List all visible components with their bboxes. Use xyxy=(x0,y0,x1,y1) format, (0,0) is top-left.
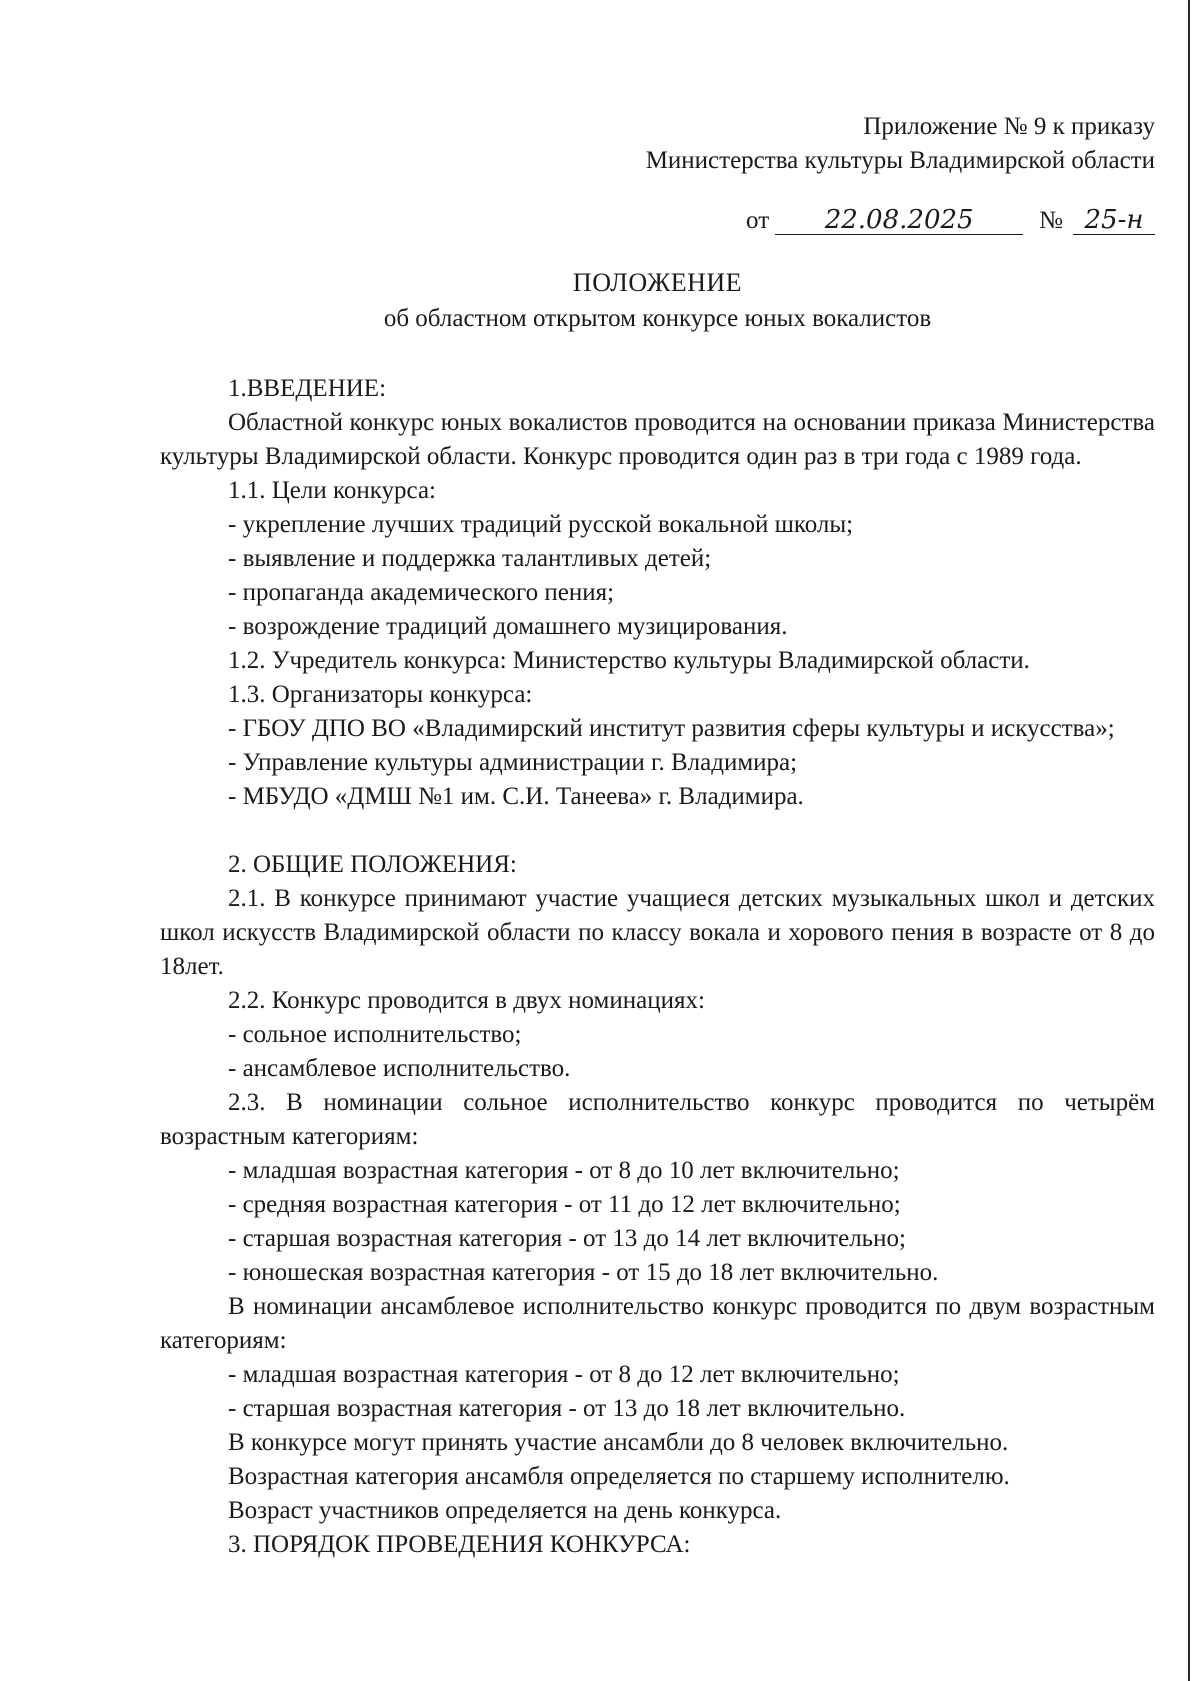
section-2-heading: 2. ОБЩИЕ ПОЛОЖЕНИЯ: xyxy=(228,851,517,878)
document-title: ПОЛОЖЕНИЕ xyxy=(572,268,743,297)
order-number-label: № xyxy=(1039,207,1063,234)
organizer-item-1: - ГБОУ ДПО ВО «Владимирский институт развития сферы культуры и искусства»; xyxy=(228,715,1115,742)
page-edge-line xyxy=(1188,0,1190,1681)
order-date-handwritten: 22.08.2025 xyxy=(775,206,1023,235)
ensemble-size-rule: В конкурсе могут принять участие ансамбли до 8 человек включительно. xyxy=(228,1429,1009,1456)
solo-category-2: - средняя возрастная категория - от 11 до 12 лет включительно; xyxy=(228,1191,901,1218)
ensemble-categories-heading: В номинации ансамблевое исполнительство конкурс проводится по двум возрастным категориям: xyxy=(160,1293,1155,1354)
founder-line: 1.2. Учредитель конкурса: Министерство культуры Владимирской области. xyxy=(228,647,1030,674)
order-number-handwritten: 25-н xyxy=(1073,206,1155,235)
participant-age-rule: Возраст участников определяется на день конкурса. xyxy=(228,1497,782,1524)
section-3-heading: 3. ПОРЯДОК ПРОВЕДЕНИЯ КОНКУРСА: xyxy=(228,1531,691,1558)
organizer-item-2: - Управление культуры администрации г. Владимира; xyxy=(228,749,798,776)
order-reference xyxy=(160,204,1155,238)
section-gap xyxy=(160,814,1155,848)
section-2-participants: 2.1. В конкурсе принимают участие учащиеся детских музыкальных школ и детских школ искусств Владимирской области по классу вокала и хорового пения в возрасте от 8 до 18лет. xyxy=(160,885,1155,980)
solo-categories-heading: 2.3. В номинации сольное исполнительство конкурс проводится по четырём возрастным категориям: xyxy=(160,1089,1155,1150)
ensemble-age-rule: Возрастная категория ансамбля определяется по старшему исполнителю. xyxy=(228,1463,1010,1490)
nomination-item-1: - сольное исполнительство; xyxy=(228,1021,522,1048)
nomination-item-2: - ансамблевое исполнительство. xyxy=(228,1055,571,1082)
section-1-intro: Областной конкурс юных вокалистов проводится на основании приказа Министерства культуры Владимирской области. Конкурс проводится один раз в три года с 1989 года. xyxy=(160,409,1155,470)
document-subtitle: об областном открытом конкурсе юных вокалистов xyxy=(383,305,932,332)
nominations-heading: 2.2. Конкурс проводится в двух номинациях: xyxy=(228,987,705,1014)
section-1-heading: 1.ВВЕДЕНИЕ: xyxy=(228,375,387,402)
order-from-label: от xyxy=(746,207,770,234)
goals-heading: 1.1. Цели конкурса: xyxy=(228,477,436,504)
ensemble-category-1: - младшая возрастная категория - от 8 до 12 лет включительно; xyxy=(228,1361,900,1388)
solo-category-4: - юношеская возрастная категория - от 15 до 18 лет включительно. xyxy=(228,1259,939,1286)
annex-line-2: Министерства культуры Владимирской области xyxy=(645,147,1155,174)
solo-category-3: - старшая возрастная категория - от 13 до 14 лет включительно; xyxy=(228,1225,906,1252)
goal-item-4: - возрождение традиций домашнего музицирования. xyxy=(228,613,788,640)
organizers-heading: 1.3. Организаторы конкурса: xyxy=(228,681,533,708)
solo-category-1: - младшая возрастная категория - от 8 до 10 лет включительно; xyxy=(228,1157,900,1184)
ensemble-category-2: - старшая возрастная категория - от 13 до 18 лет включительно. xyxy=(228,1395,906,1422)
goal-item-2: - выявление и поддержка талантливых детей; xyxy=(228,545,712,572)
goal-item-3: - пропаганда академического пения; xyxy=(228,579,615,606)
organizer-item-3: - МБУДО «ДМШ №1 им. С.И. Танеева» г. Владимира. xyxy=(228,783,804,810)
annex-block xyxy=(160,110,1155,178)
goal-item-1: - укрепление лучших традиций русской вокальной школы; xyxy=(228,511,854,538)
document-page xyxy=(160,110,1155,1562)
annex-line-1: Приложение № 9 к приказу xyxy=(863,113,1155,140)
